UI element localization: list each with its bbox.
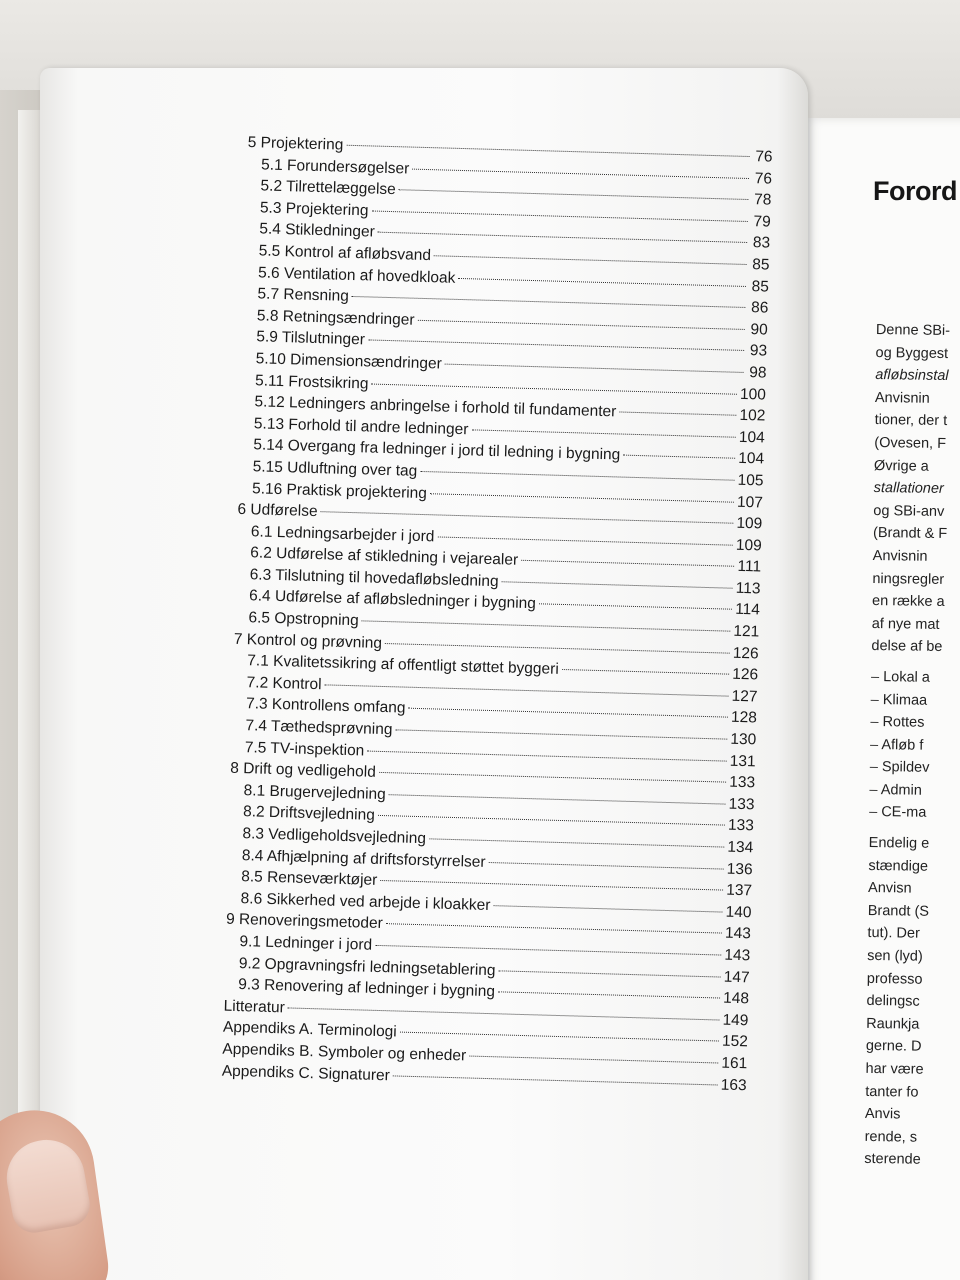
- right-page-line: – Admin: [869, 781, 922, 799]
- toc-leader-dots: [371, 383, 737, 394]
- toc-leader-dots: [321, 511, 734, 524]
- toc-entry-page: 143: [724, 925, 752, 943]
- right-page-line: stallationer: [873, 480, 944, 498]
- toc-entry-page: 85: [752, 256, 770, 274]
- toc-leader-dots: [399, 189, 749, 200]
- toc-entry-page: 79: [753, 212, 771, 231]
- toc-leader-dots: [418, 320, 745, 330]
- toc-entry-page: 114: [734, 601, 761, 619]
- toc-entry-title: 5.3 Projektering: [259, 199, 369, 220]
- right-page-line: professo: [866, 970, 923, 988]
- right-page-line: af nye mat: [871, 615, 940, 633]
- toc-entry-page: 98: [749, 364, 767, 382]
- right-page-line: Denne SBi-: [875, 322, 951, 340]
- toc-leader-dots: [325, 684, 729, 696]
- toc-entry-title: 5.13 Forhold til andre ledninger: [253, 415, 469, 438]
- toc-entry-title: 8.3 Vedligeholdsvejledning: [242, 825, 427, 848]
- right-page-line: – CE-ma: [869, 804, 927, 822]
- toc-entry-title: 7.3 Kontrollens omfang: [245, 695, 406, 718]
- toc-entry-page: 76: [754, 169, 773, 188]
- toc-entry-title: 5.8 Retningsændringer: [256, 307, 415, 329]
- toc-leader-dots: [434, 255, 747, 265]
- right-page-line: Øvrige a: [873, 457, 929, 475]
- toc-entry-page: 102: [739, 406, 766, 425]
- toc-entry-title: 7.4 Tæthedsprøvning: [245, 717, 393, 739]
- toc-entry-page: 133: [727, 817, 755, 835]
- toc-entry-title: 6.3 Tilslutning til hovedafløbsledning: [249, 566, 499, 591]
- toc-leader-dots: [371, 210, 747, 222]
- right-page-line: sterende: [864, 1151, 921, 1169]
- toc-entry-title: 5.12 Ledningers anbringelse i forhold til fundamenter: [254, 393, 617, 421]
- right-page-line: Anvisnin: [872, 547, 928, 565]
- toc-entry-page: 107: [736, 493, 764, 512]
- toc-entry-title: 6.5 Opstropning: [248, 609, 359, 630]
- toc-entry-title: 7 Kontrol og prøvning: [233, 630, 383, 652]
- toc-entry-page: 126: [732, 644, 759, 663]
- toc-leader-dots: [458, 277, 746, 286]
- toc-entry-page: 131: [729, 752, 756, 771]
- toc-leader-dots: [412, 168, 749, 178]
- toc-entry-title: 5.14 Overgang fra ledninger i jord til ledning i bygning: [253, 436, 621, 464]
- toc-leader-dots: [619, 412, 736, 416]
- right-page-line: tut). Der: [867, 925, 920, 943]
- right-page-line: Endelig e: [868, 835, 930, 852]
- toc-entry-page: 93: [749, 342, 768, 360]
- toc-entry-page: 100: [739, 385, 767, 404]
- toc-entry-title: 7.2 Kontrol: [246, 674, 322, 694]
- toc-leader-dots: [420, 471, 734, 481]
- toc-leader-dots: [498, 991, 720, 998]
- toc-leader-dots: [489, 862, 724, 870]
- toc-entry-title: 8.5 Renseværktøjer: [241, 868, 378, 890]
- right-page-line: Raunkja: [866, 1015, 920, 1033]
- toc-entry-title: 5.1 Forundersøgelser: [260, 155, 410, 178]
- toc-entry-page: 109: [735, 536, 762, 555]
- right-page-line: gerne. D: [865, 1038, 922, 1056]
- toc-entry-page: 148: [722, 989, 750, 1008]
- toc-leader-dots: [471, 429, 735, 437]
- toc-entry-page: 105: [737, 471, 764, 490]
- right-page-line: rende, s: [864, 1128, 918, 1146]
- toc-leader-dots: [539, 604, 732, 610]
- toc-leader-dots: [502, 581, 733, 588]
- right-page-line: Anvisnin: [874, 389, 930, 407]
- right-page-line: har være: [865, 1060, 924, 1078]
- toc-entry-page: 149: [722, 1011, 749, 1030]
- toc-leader-dots: [430, 493, 734, 502]
- toc-entry-page: 104: [738, 450, 765, 468]
- toc-entry-page: 130: [730, 730, 757, 749]
- right-page-line: afløbsinstal: [875, 367, 949, 385]
- toc-entry-page: 127: [731, 687, 758, 706]
- toc-entry-page: 152: [721, 1032, 749, 1051]
- toc-leader-dots: [408, 708, 728, 718]
- toc-entry-title: 6.1 Ledningsarbejder i jord: [250, 522, 435, 546]
- toc-entry-title: 5.11 Frostsikring: [254, 371, 369, 392]
- toc-leader-dots: [379, 772, 726, 783]
- right-page-line: Anvis: [864, 1106, 901, 1123]
- right-page-line: delse af be: [871, 638, 943, 656]
- toc-entry-title: 7.1 Kvalitetssikring af offentligt støttet byggeri: [247, 652, 559, 679]
- right-page-line: – Klimaa: [870, 691, 928, 709]
- toc-leader-dots: [378, 815, 725, 826]
- toc-leader-dots: [385, 643, 730, 654]
- toc-entry-title: 8.1 Brugervejledning: [243, 781, 387, 803]
- right-page-line: delingsc: [866, 993, 920, 1010]
- right-page-text: [864, 322, 960, 1175]
- right-page-line: og Byggest: [875, 344, 949, 362]
- toc-leader-dots: [499, 970, 721, 977]
- toc-leader-dots: [493, 905, 722, 912]
- right-page-line: ningsregler: [872, 570, 945, 588]
- toc-entry-title: 5.6 Ventilation af hovedkloak: [257, 263, 456, 287]
- toc-leader-dots: [362, 620, 731, 631]
- toc-leader-dots: [288, 1007, 720, 1020]
- right-page-line: og SBi-anv: [873, 502, 945, 520]
- toc-entry-title: 9.1 Ledninger i jord: [239, 933, 373, 954]
- toc-entry-page: 140: [725, 903, 752, 922]
- toc-entry-page: 111: [737, 558, 762, 576]
- toc-entry-page: 128: [730, 709, 758, 727]
- toc-entry-title: Appendiks B. Symboler og enheder: [222, 1040, 467, 1065]
- right-page-line: (Brandt & F: [872, 525, 948, 543]
- toc-entry-page: 121: [733, 622, 760, 641]
- toc-leader-dots: [380, 880, 723, 891]
- toc-entry-title: 5.7 Rensning: [257, 285, 350, 306]
- toc-entry-page: 109: [736, 514, 763, 533]
- toc-entry-page: 86: [750, 299, 769, 317]
- toc-leader-dots: [346, 145, 749, 157]
- right-page-line: (Ovesen, F: [874, 434, 947, 452]
- toc-entry-title: 8 Drift og vedligehold: [230, 759, 377, 782]
- right-page-line: en række a: [871, 593, 945, 611]
- right-page-line: – Spildev: [869, 759, 930, 777]
- toc-entry-page: 147: [723, 968, 750, 986]
- toc-entry-page: 78: [753, 191, 772, 209]
- toc-leader-dots: [375, 945, 721, 956]
- toc-entry-title: 5.10 Dimensionsændringer: [255, 350, 443, 373]
- toc-entry-page: 136: [726, 860, 753, 878]
- right-page-line: stændige: [868, 857, 929, 875]
- toc-entry-title: 8.6 Sikkerhed ved arbejde i kloakker: [240, 889, 491, 914]
- toc-leader-dots: [429, 838, 724, 847]
- toc-entry-page: 137: [725, 881, 753, 900]
- right-page-heading: Forord: [873, 176, 957, 206]
- toc-leader-dots: [389, 794, 726, 804]
- toc-entry-page: 83: [752, 234, 771, 252]
- toc-entry-title: 5.15 Udluftning over tag: [252, 458, 418, 480]
- toc-entry-title: 6.2 Udførelse af stikledning i vejarealer: [250, 544, 519, 569]
- toc-entry-page: 85: [751, 277, 770, 296]
- toc-entry-title: 6.4 Udførelse af afløbsledninger i bygning: [248, 587, 537, 613]
- toc-entry-page: 126: [731, 665, 759, 684]
- toc-entry-page: 113: [735, 579, 761, 598]
- toc-entry-page: 163: [720, 1076, 747, 1094]
- toc-entry-page: 133: [728, 773, 756, 792]
- right-page-line: tioner, der t: [874, 412, 948, 430]
- toc-entry-page: 143: [724, 946, 751, 965]
- toc-leader-dots: [623, 455, 735, 459]
- toc-entry-title: 5.4 Stikledninger: [259, 220, 376, 241]
- toc-leader-dots: [393, 1075, 718, 1085]
- right-page-line: – Rottes: [870, 714, 925, 731]
- toc-entry-title: 5 Projektering: [247, 134, 344, 154]
- right-page-line: – Afløb f: [869, 736, 924, 754]
- toc-entry-title: 5.9 Tilslutninger: [256, 328, 366, 349]
- toc-leader-dots: [400, 1032, 719, 1042]
- toc-entry-page: 90: [750, 320, 768, 339]
- toc-leader-dots: [469, 1055, 718, 1063]
- toc-leader-dots: [386, 924, 722, 934]
- toc-entry-title: Appendiks C. Signaturer: [221, 1062, 391, 1084]
- toc-leader-dots: [395, 729, 727, 739]
- toc-entry-page: 76: [755, 148, 773, 166]
- toc-entry-title: Appendiks A. Terminologi: [222, 1018, 397, 1041]
- toc-entry-title: 5.2 Tilrettelæggelse: [260, 177, 397, 199]
- table-of-contents: [221, 134, 772, 1098]
- right-page-line: Brandt (S: [867, 902, 930, 920]
- toc-leader-dots: [437, 536, 732, 545]
- right-page-line: – Lokal a: [870, 668, 931, 686]
- toc-leader-dots: [378, 232, 747, 243]
- toc-leader-dots: [445, 364, 744, 373]
- toc-leader-dots: [367, 750, 727, 761]
- toc-entry-title: 9 Renoveringsmetoder: [225, 911, 384, 933]
- toc-leader-dots: [352, 296, 746, 308]
- toc-leader-dots: [368, 340, 744, 352]
- toc-entry-page: 104: [738, 428, 765, 447]
- toc-entry-title: 7.5 TV-inspektion: [244, 738, 365, 760]
- toc-entry-page: 134: [727, 838, 754, 857]
- toc-leader-dots: [521, 560, 734, 567]
- right-page-line: tanter fo: [865, 1083, 919, 1101]
- toc-entry-title: 8.2 Driftsvejledning: [242, 803, 376, 825]
- toc-entry-page: 161: [721, 1054, 748, 1073]
- toc-entry-page: 133: [728, 795, 755, 814]
- toc-entry-title: Litteratur: [223, 997, 286, 1017]
- toc-entry-title: 9.3 Renovering af ledninger i bygning: [238, 976, 496, 1001]
- right-page-line: sen (lyd): [867, 947, 923, 965]
- right-page-line: Anvisn: [867, 880, 912, 897]
- toc-entry-title: 9.2 Opgravningsfri ledningsetablering: [238, 954, 496, 979]
- toc-entry-title: 5.5 Kontrol af afløbsvand: [258, 242, 432, 265]
- toc-entry-title: 8.4 Afhjælpning af driftsforstyrrelser: [241, 846, 486, 871]
- toc-entry-title: 6 Udførelse: [237, 500, 318, 521]
- toc-entry-title: 5.16 Praktisk projektering: [251, 479, 428, 502]
- toc-leader-dots: [562, 669, 729, 675]
